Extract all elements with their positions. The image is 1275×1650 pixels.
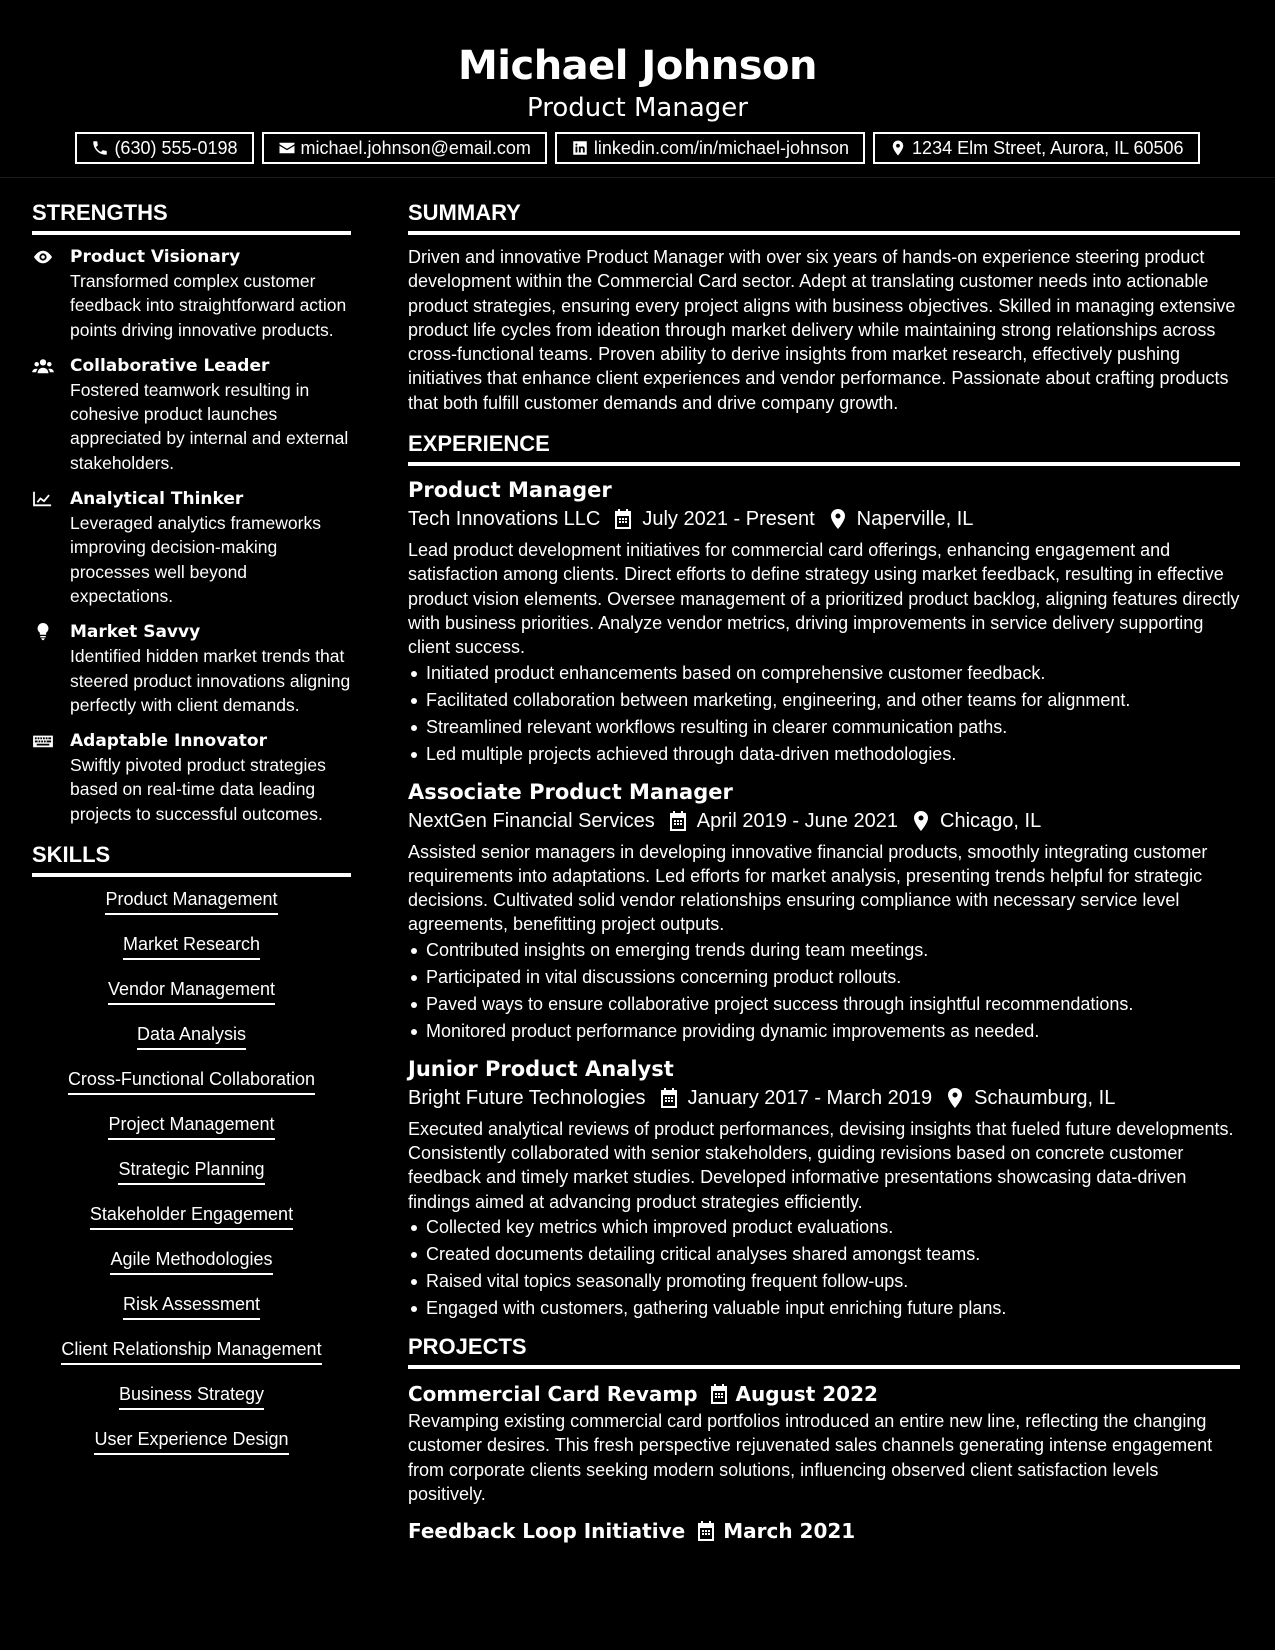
contact-bar xyxy=(0,132,1275,164)
calendar-icon xyxy=(697,1521,715,1541)
job-bullets xyxy=(408,660,1240,768)
skill-tag: Vendor Management xyxy=(108,977,275,1005)
bullet-item: Paved ways to ensure collaborative project success through insightful recommendations. xyxy=(408,991,1240,1018)
skill-tag: Product Management xyxy=(105,887,277,915)
candidate-name: Michael Johnson xyxy=(457,43,818,89)
skills-list xyxy=(32,887,351,1472)
skill-tag: Risk Assessment xyxy=(123,1292,260,1320)
job-description: Assisted senior managers in developing innovative financial products, smoothly integrating customer requirements into adaptations. Led efforts for market analysis, presenting trends helpful for strategic decisions. Cultivated solid vendor relationships ensuring compliance with necessary service level agreements, benefitting project outputs. xyxy=(408,841,1208,935)
lightbulb-icon xyxy=(32,623,54,641)
strength-item xyxy=(32,729,351,826)
skills-heading: SKILLS xyxy=(32,840,351,877)
bullet-item: Facilitated collaboration between marketing, engineering, and other teams for alignment. xyxy=(408,687,1240,714)
contact-phone-text: (630) 555-0198 xyxy=(114,137,238,158)
contact-address[interactable] xyxy=(873,132,1200,164)
strength-name: Collaborative Leader xyxy=(70,355,270,376)
job-title: Associate Product Manager xyxy=(408,779,733,804)
projects-heading: PROJECTS xyxy=(408,1332,1240,1369)
bullet-item: Participated in vital discussions concerning product rollouts. xyxy=(408,964,1240,991)
map-pin-icon xyxy=(889,139,907,157)
job-title: Junior Product Analyst xyxy=(408,1056,674,1081)
calendar-icon xyxy=(614,509,632,529)
skill-tag: Project Management xyxy=(108,1112,274,1140)
job-meta xyxy=(408,504,1240,534)
project-date: March 2021 xyxy=(723,1519,856,1544)
job-company: Tech Innovations LLC xyxy=(408,508,601,531)
strength-item xyxy=(32,354,351,475)
strength-name: Adaptable Innovator xyxy=(70,731,267,752)
bullet-item: Contributed insights on emerging trends during team meetings. xyxy=(408,937,1240,964)
job-location: Chicago, IL xyxy=(940,809,1042,832)
phone-icon xyxy=(91,139,109,157)
contact-linkedin-text: linkedin.com/in/michael-johnson xyxy=(593,137,850,158)
strength-desc: Leveraged analytics frameworks improving decision-making processes well beyond expectations. xyxy=(70,513,321,606)
map-pin-icon xyxy=(829,509,847,529)
right-column xyxy=(408,198,1240,1546)
skill-tag: Business Strategy xyxy=(119,1382,264,1410)
bullet-item: Collected key metrics which improved product evaluations. xyxy=(408,1214,1240,1241)
bullet-item: Led multiple projects achieved through data-driven methodologies. xyxy=(408,741,1240,768)
strength-item xyxy=(32,620,351,717)
strength-desc: Fostered teamwork resulting in cohesive product launches appreciated by internal and external stakeholders. xyxy=(70,379,349,473)
chart-line-icon xyxy=(32,490,54,508)
candidate-title: Product Manager xyxy=(527,93,748,123)
job-company: NextGen Financial Services xyxy=(408,809,655,832)
contact-linkedin[interactable] xyxy=(555,132,865,164)
project-entry xyxy=(408,1379,1240,1506)
left-column xyxy=(32,198,351,1472)
project-description: Revamping existing commercial card portfolios introduced an entire new line, reflecting the changing customer desires. This fresh perspective rejuvenated sales channels generating intense engagement from corporate clients seeking modern solutions, influencing observed client satisfaction levels positively. xyxy=(408,1410,1213,1504)
job-entry xyxy=(408,476,1240,767)
job-location: Schaumburg, IL xyxy=(974,1086,1116,1109)
strength-desc: Swiftly pivoted product strategies based on real-time data leading projects to successful outcomes. xyxy=(70,755,326,824)
skill-tag: Strategic Planning xyxy=(118,1157,264,1185)
project-name: Commercial Card Revamp xyxy=(408,1381,698,1406)
strength-item xyxy=(32,245,351,342)
job-dates: January 2017 - March 2019 xyxy=(687,1086,933,1109)
calendar-icon xyxy=(660,1088,678,1108)
calendar-icon xyxy=(669,811,687,831)
skill-tag: Client Relationship Management xyxy=(61,1337,321,1365)
job-title: Product Manager xyxy=(408,478,612,503)
bullet-item: Created documents detailing critical analyses shared amongst teams. xyxy=(408,1241,1240,1268)
contact-phone[interactable] xyxy=(75,132,253,164)
job-bullets xyxy=(408,1214,1240,1322)
eye-icon xyxy=(32,248,54,266)
job-entry xyxy=(408,1055,1240,1322)
job-entry xyxy=(408,778,1240,1045)
envelope-icon xyxy=(278,139,296,157)
project-entry xyxy=(408,1516,1240,1546)
resume-header xyxy=(0,0,1275,178)
linkedin-icon xyxy=(571,139,589,157)
bullet-item: Streamlined relevant workflows resulting in clearer communication paths. xyxy=(408,714,1240,741)
job-description: Lead product development initiatives for commercial card offerings, enhancing engagement and satisfaction among clients. Direct efforts to define strategy using market feedback, resulting in effective product vision elements. Oversee management of a prioritized product backlog, aligning features directly with business priorities. Analyze vendor metrics, driving improvements in service delivery supporting client success. xyxy=(408,540,1240,658)
project-header xyxy=(408,1379,1240,1409)
contact-email[interactable] xyxy=(262,132,547,164)
strengths-heading: STRENGTHS xyxy=(32,198,351,235)
skill-tag: Stakeholder Engagement xyxy=(90,1202,293,1230)
bullet-item: Initiated product enhancements based on comprehensive customer feedback. xyxy=(408,660,1240,687)
skill-tag: Cross-Functional Collaboration xyxy=(68,1067,315,1095)
skill-tag: Market Research xyxy=(123,932,260,960)
project-name: Feedback Loop Initiative xyxy=(408,1519,686,1544)
bullet-item: Engaged with customers, gathering valuable input enriching future plans. xyxy=(408,1295,1240,1322)
experience-heading: EXPERIENCE xyxy=(408,429,1240,466)
strength-desc: Identified hidden market trends that steered product innovations aligning perfectly with client demands. xyxy=(70,646,351,715)
map-pin-icon xyxy=(946,1088,964,1108)
project-header xyxy=(408,1516,1240,1546)
job-description: Executed analytical reviews of product performances, devising insights that fueled future developments. Consistently collaborated with senior stakeholders, guiding revisions based on concrete customer feedback and timely market studies. Developed informative presentations showcasing data-driven findings aimed at advancing product strategies efficiently. xyxy=(408,1118,1234,1212)
job-dates: April 2019 - June 2021 xyxy=(696,809,899,832)
strength-name: Analytical Thinker xyxy=(70,489,244,510)
summary-heading: SUMMARY xyxy=(408,198,1240,235)
skill-tag: User Experience Design xyxy=(94,1427,288,1455)
job-company: Bright Future Technologies xyxy=(408,1086,646,1109)
contact-email-text: michael.johnson@email.com xyxy=(300,137,531,158)
bullet-item: Raised vital topics seasonally promoting frequent follow-ups. xyxy=(408,1268,1240,1295)
strength-item xyxy=(32,487,351,608)
job-dates: July 2021 - Present xyxy=(642,508,815,531)
users-icon xyxy=(32,357,54,375)
bullet-item: Monitored product performance providing dynamic improvements as needed. xyxy=(408,1018,1240,1045)
skill-tag: Data Analysis xyxy=(137,1022,246,1050)
skill-tag: Agile Methodologies xyxy=(110,1247,272,1275)
contact-address-text: 1234 Elm Street, Aurora, IL 60506 xyxy=(912,137,1184,158)
project-date: August 2022 xyxy=(735,1381,878,1406)
calendar-icon xyxy=(710,1384,728,1404)
job-bullets xyxy=(408,937,1240,1045)
summary-text: Driven and innovative Product Manager with over six years of hands-on experience steering product development within the Commercial Card sector. Adept at translating customer needs into actionable product strategies, ensuring every project aligns with business objectives. Skilled in managing extensive product life cycles from ideation through market delivery while maintaining strong relationships across cross-functional teams. Proven ability to derive insights from market research, effectively pushing initiatives that enhance client experiences and vendor performance. Passionate about crafting products that both fulfill customer demands and drive company growth. xyxy=(408,247,1236,413)
map-pin-icon xyxy=(912,811,930,831)
strength-name: Product Visionary xyxy=(70,247,241,267)
strength-desc: Transformed complex customer feedback into straightforward action points driving innovative products. xyxy=(70,271,347,340)
job-location: Naperville, IL xyxy=(856,508,974,531)
job-meta xyxy=(408,1083,1240,1113)
strength-name: Market Savvy xyxy=(70,622,201,643)
job-meta xyxy=(408,806,1240,836)
keyboard-icon xyxy=(32,732,54,750)
